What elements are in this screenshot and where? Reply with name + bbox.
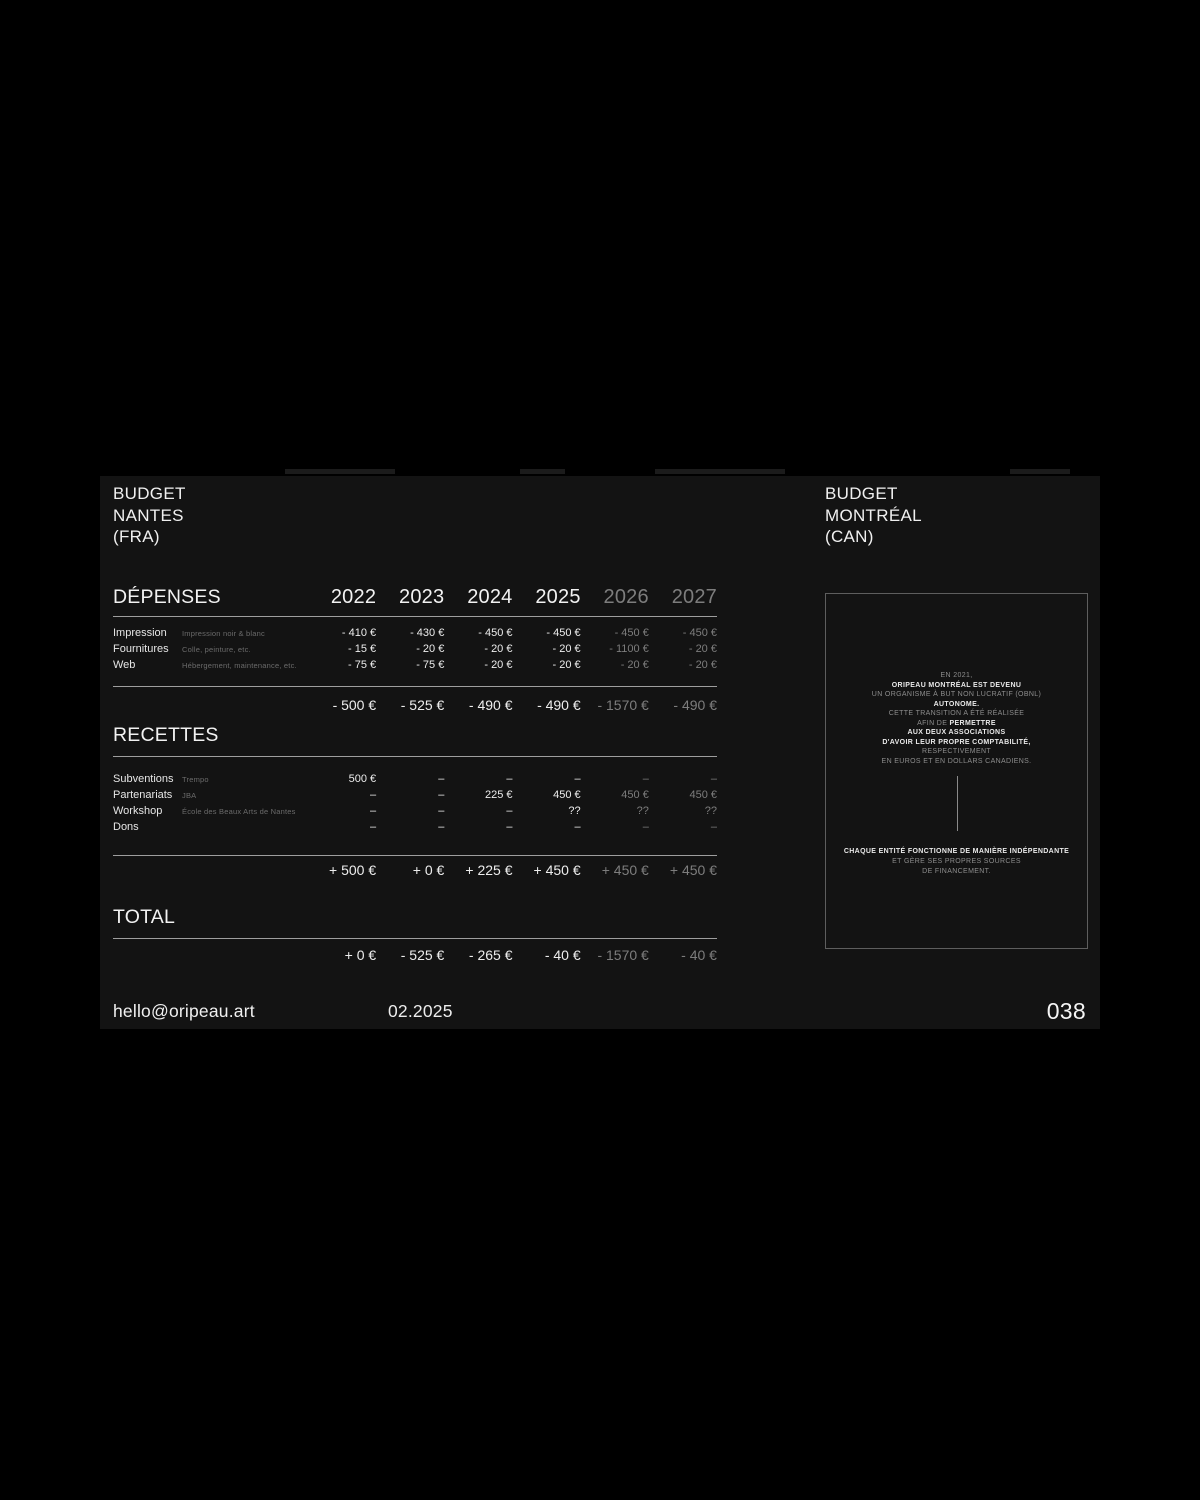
title-line: (FRA) [113, 527, 160, 546]
row-sublabel: Hébergement, maintenance, etc. [182, 660, 297, 670]
cell-value: – [506, 805, 513, 817]
subtotal-value: - 490 € [673, 696, 717, 713]
total-value: - 525 € [400, 946, 445, 963]
ghost-artifact [520, 469, 565, 474]
total-header-row [113, 906, 717, 939]
row-sublabel: Impression noir & blanc [182, 628, 265, 638]
row-label: Partenariats [113, 789, 173, 801]
table-row-subventions [113, 771, 717, 787]
subtotal-value: + 450 € [601, 861, 649, 878]
row-sublabel: École des Beaux Arts de Nantes [182, 806, 296, 816]
cell-value: ?? [636, 805, 649, 817]
note-line: AUTONOME. [933, 700, 980, 708]
vertical-divider [957, 776, 958, 831]
montreal-note-box [825, 593, 1088, 949]
table-row-impression [113, 625, 717, 641]
cell-value: – [642, 773, 649, 785]
cell-value: ?? [568, 805, 581, 817]
subtotal-value: - 1570 € [597, 696, 649, 713]
cell-value: – [506, 773, 513, 785]
year-column-header: 2024 [467, 586, 513, 608]
note-line: RESPECTIVEMENT [921, 748, 992, 755]
subtotal-value: + 500 € [329, 861, 377, 878]
cell-value: – [574, 821, 581, 833]
section-title-depenses: DÉPENSES [113, 586, 221, 608]
note-line: CETTE TRANSITION A ÉTÉ RÉALISÉE [888, 710, 1025, 717]
depenses-header-row [113, 586, 717, 617]
cell-value: - 20 € [620, 659, 649, 671]
row-label: Subventions [113, 773, 174, 785]
cell-value: - 20 € [552, 643, 581, 655]
year-column-header: 2027 [671, 586, 717, 608]
note-line: AUX DEUX ASSOCIATIONS [907, 729, 1006, 736]
note-line: EN 2021, [940, 672, 973, 679]
left-page-title [113, 483, 186, 548]
title-line: MONTRÉAL [825, 505, 922, 525]
row-label: Workshop [113, 805, 163, 817]
year-column-header: 2025 [535, 586, 581, 608]
cell-value: - 20 € [552, 659, 581, 671]
total-value: - 1570 € [597, 946, 649, 963]
cell-value: – [370, 821, 377, 833]
note-line: ORIPEAU MONTRÉAL EST DEVENU [891, 681, 1022, 689]
row-label: Impression [113, 627, 167, 639]
section-title-total: TOTAL [113, 906, 176, 928]
cell-value: - 20 € [484, 643, 513, 655]
cell-value: - 430 € [410, 627, 445, 639]
cell-value: – [438, 789, 445, 801]
note-line: D'AVOIR LEUR PROPRE COMPTABILITÉ, [882, 738, 1031, 746]
note-line: EN EUROS ET EN DOLLARS CANADIENS. [881, 757, 1032, 765]
cell-value: – [438, 805, 445, 817]
subtotal-value: - 490 € [468, 696, 513, 713]
year-column-header: 2022 [330, 586, 377, 608]
cell-value: - 20 € [484, 659, 513, 671]
title-line: (CAN) [825, 527, 874, 546]
subtotal-value: - 490 € [537, 696, 581, 713]
row-sublabel: Trempo [182, 774, 209, 784]
total-value: - 40 € [544, 946, 581, 963]
table-row-dons [113, 819, 717, 835]
cell-value: - 450 € [682, 627, 717, 639]
cell-value: 500 € [348, 773, 377, 785]
contact-email[interactable]: hello@oripeau.art [113, 1001, 255, 1021]
table-row-web [113, 657, 717, 673]
cell-value: – [438, 773, 445, 785]
note-line: UN ORGANISME À BUT NON LUCRATIF (OBNL) [871, 691, 1042, 698]
cell-value: – [642, 821, 649, 833]
note-line: DE FINANCEMENT. [922, 868, 991, 875]
cell-value: – [574, 773, 581, 785]
subtotal-value: - 500 € [332, 696, 377, 713]
cell-value: 450 € [689, 789, 717, 801]
budget-slide [100, 476, 1100, 1029]
cell-value: 450 € [553, 789, 581, 801]
budget-table [113, 586, 717, 964]
ghost-artifact [655, 469, 785, 474]
note-paragraph-1 [830, 671, 1083, 766]
total-row [113, 945, 717, 964]
document-date: 02.2025 [388, 1001, 453, 1021]
note-line: ET GÈRE SES PROPRES SOURCES [892, 858, 1021, 865]
note-line: AFIN DE PERMETTRE [917, 719, 996, 727]
cell-value: - 20 € [688, 643, 717, 655]
year-column-header: 2026 [603, 586, 649, 608]
depenses-rows [113, 617, 717, 687]
cell-value: – [370, 789, 377, 801]
year-column-header: 2023 [399, 586, 445, 608]
cell-value: - 75 € [416, 659, 445, 671]
recettes-rows [113, 757, 717, 856]
subtotal-value: + 450 € [533, 861, 581, 878]
cell-value: - 20 € [688, 659, 717, 671]
cell-value: – [438, 821, 445, 833]
ghost-artifact [285, 469, 395, 474]
subtotal-value: + 450 € [669, 861, 717, 878]
cell-value: - 450 € [614, 627, 649, 639]
cell-value: - 15 € [348, 643, 377, 655]
page-number: 038 [1046, 998, 1086, 1024]
section-title-recettes: RECETTES [113, 724, 219, 746]
title-line: BUDGET [113, 484, 186, 503]
note-paragraph-2 [830, 847, 1083, 877]
note-line: CHAQUE ENTITÉ FONCTIONNE DE MANIÈRE INDÉPENDANTE [843, 848, 1070, 855]
cell-value: – [370, 805, 377, 817]
cell-value: - 1100 € [609, 643, 649, 655]
title-line: BUDGET [825, 484, 898, 503]
total-value: - 40 € [681, 946, 717, 963]
row-sublabel: Colle, peinture, etc. [182, 644, 251, 654]
row-label: Fournitures [113, 643, 169, 655]
cell-value: - 450 € [546, 627, 581, 639]
total-value: + 0 € [344, 946, 377, 963]
total-value: - 265 € [468, 946, 513, 963]
cell-value: – [710, 773, 717, 785]
cell-value: – [506, 821, 513, 833]
cell-value: - 75 € [348, 659, 377, 671]
subtotal-value: + 225 € [465, 861, 513, 878]
recettes-subtotal-row [113, 860, 717, 879]
row-sublabel: JBA [182, 790, 197, 800]
cell-value: 450 € [621, 789, 649, 801]
row-label: Web [113, 659, 136, 671]
table-row-partenariats [113, 787, 717, 803]
subtotal-value: + 0 € [412, 861, 445, 878]
title-line: NANTES [113, 505, 184, 525]
cell-value: - 410 € [341, 627, 377, 639]
cell-value: – [710, 821, 717, 833]
cell-value: 225 € [484, 789, 513, 801]
table-row-fournitures [113, 641, 717, 657]
recettes-header-row [113, 724, 717, 757]
cell-value: - 450 € [478, 627, 513, 639]
subtotal-value: - 525 € [400, 696, 445, 713]
depenses-subtotal-row [113, 695, 717, 714]
ghost-artifact [1010, 469, 1070, 474]
row-label: Dons [113, 821, 139, 833]
cell-value: ?? [704, 805, 717, 817]
table-row-workshop [113, 803, 717, 819]
cell-value: - 20 € [416, 643, 445, 655]
right-page-title [825, 483, 922, 548]
